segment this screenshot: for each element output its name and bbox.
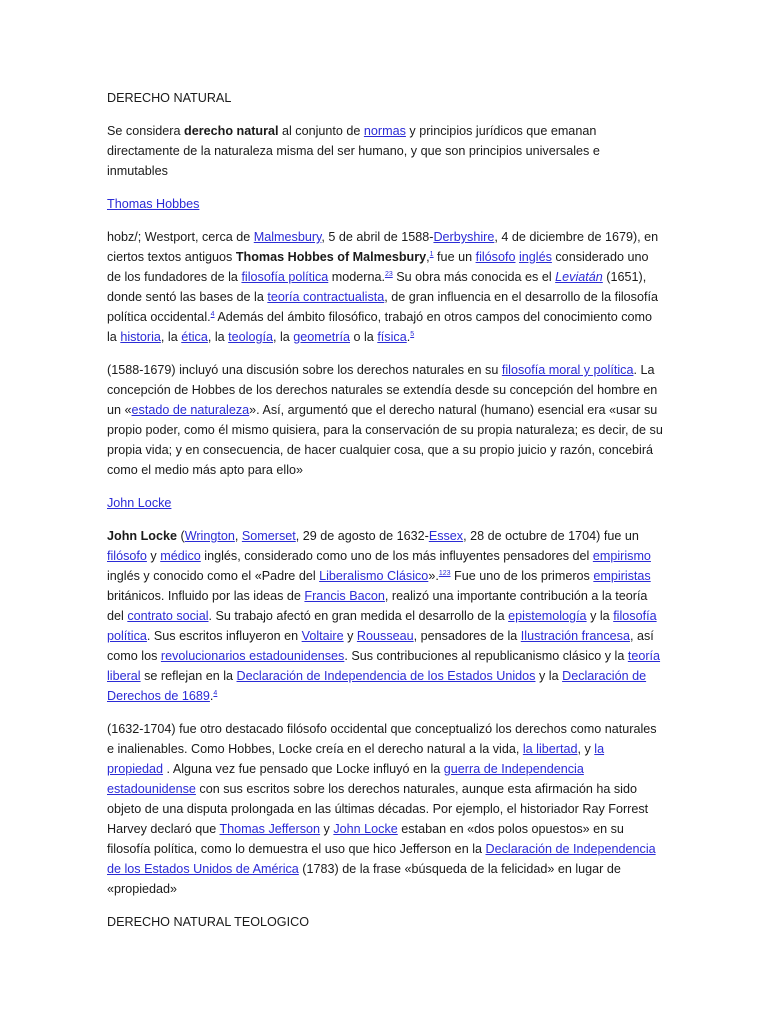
section-heading: DERECHO NATURAL — [107, 91, 232, 105]
link-guerra-de-independencia-estadounidense[interactable]: guerra de Independencia estadounidense — [107, 762, 584, 796]
footnote-ref[interactable] — [439, 570, 451, 577]
footnote-link[interactable]: 1 — [429, 251, 434, 258]
link-teoria-liberal[interactable]: teoría liberal — [107, 649, 661, 683]
section-heading — [107, 493, 663, 513]
text-run: Se considera — [107, 124, 185, 138]
section-heading — [107, 194, 663, 214]
text-run: , la — [272, 330, 294, 344]
text-run: o la — [350, 330, 378, 344]
text-run: , de gran influencia en el desarrollo de la filosofía política occidental. — [107, 290, 658, 324]
link-historia[interactable]: historia — [120, 330, 161, 344]
link-empiristas[interactable]: empiristas — [593, 569, 651, 583]
text-run: ». Así, argumentó que el derecho natural (humano) esencial era «usar su propio poder, como él mismo quisiera, para la conservación de su propia naturaleza; es decir, de su propia vida; y en consecuencia, de hacer cualquier cosa, que a su propio juicio y razón, concebirá como el medio más apto para ello» — [107, 403, 663, 477]
footnote-link[interactable]: 23 — [384, 271, 393, 278]
link-la-libertad[interactable]: la libertad — [522, 742, 578, 756]
link-contrato-social[interactable]: contrato social — [127, 609, 209, 623]
footnote-link[interactable]: 4 — [213, 690, 218, 697]
text-run: Su obra más conocida es el — [392, 270, 556, 284]
link-filosofia-moral-y-politica[interactable]: filosofía moral y política — [501, 363, 634, 377]
text-run: y — [343, 629, 357, 643]
text-run: . Su trabajo afectó en gran medida el desarrollo de la — [208, 609, 509, 623]
text-run: . La concepción de Hobbes de los derechos naturales se extendía desde su concepción del hombre en un « — [107, 363, 658, 417]
text-run: Además del ámbito filosófico, trabajó en otros campos del conocimiento como la — [107, 310, 653, 344]
link-filosofo[interactable]: filósofo — [475, 250, 516, 264]
text-run: , 29 de agosto de 1632- — [295, 529, 429, 543]
text-run: , — [426, 250, 430, 264]
link-estado-de-naturaleza[interactable]: estado de naturaleza — [131, 403, 250, 417]
text-run: ( — [176, 529, 185, 543]
text-run: ». — [428, 569, 439, 583]
text-run: (1588-1679) incluyó una discusión sobre los derechos naturales en su — [107, 363, 502, 377]
text-run: con sus escritos sobre los derechos naturales, aunque esta afirmación ha sido objeto de una disputa prolongada en las últimas décadas. Por ejemplo, el historiador Ray Forrest Harvey declaró que — [107, 782, 649, 836]
text-run: , 4 de diciembre de 1679), en ciertos textos antiguos — [107, 230, 659, 264]
footnote-link[interactable]: 4 — [210, 311, 215, 318]
text-run: . Sus escritos influyeron en — [146, 629, 302, 643]
link-medico[interactable]: médico — [160, 549, 201, 563]
link-declaracion-de-derechos-de-1689[interactable]: Declaración de Derechos de 1689 — [107, 669, 647, 703]
text-run: , — [234, 529, 242, 543]
footnote-link[interactable]: 123 — [438, 570, 451, 577]
link-liberalismo-clasico[interactable]: Liberalismo Clásico — [319, 569, 429, 583]
text-run: al conjunto de — [278, 124, 364, 138]
text-run: , 28 de octubre de 1704) fue un — [463, 529, 639, 543]
text-run: , así como los — [107, 629, 654, 663]
footnote-ref[interactable] — [410, 331, 414, 338]
text-run: (1783) de la frase «búsqueda de la felicidad» en lugar de «propiedad» — [107, 862, 621, 896]
link-normas[interactable]: normas — [363, 124, 406, 138]
link-somerset[interactable]: Somerset — [241, 529, 296, 543]
text-run: y — [320, 822, 334, 836]
text-run: , la — [160, 330, 182, 344]
text-run: . — [406, 330, 411, 344]
link-essex[interactable]: Essex — [428, 529, 464, 543]
footnote-link[interactable]: 5 — [410, 331, 415, 338]
link-empirismo[interactable]: empirismo — [592, 549, 651, 563]
link-filosofo[interactable]: filósofo — [107, 549, 147, 563]
text-run: , 5 de abril de 1588- — [321, 230, 434, 244]
link-wrington[interactable]: Wrington — [184, 529, 235, 543]
link-derbyshire[interactable]: Derbyshire — [433, 230, 495, 244]
link-filosofia-politica[interactable]: filosofía política — [241, 270, 329, 284]
footnote-ref[interactable] — [385, 271, 393, 278]
link-ingles[interactable]: inglés — [518, 250, 552, 264]
link-john-locke[interactable]: John Locke — [333, 822, 398, 836]
link-thomas-jefferson[interactable]: Thomas Jefferson — [219, 822, 321, 836]
link-geometria[interactable]: geometría — [293, 330, 350, 344]
text-run: , y — [577, 742, 595, 756]
text-run: moderna. — [328, 270, 385, 284]
link-filosofia-politica[interactable]: filosofía política — [107, 609, 657, 643]
text-run: , la — [207, 330, 229, 344]
text-run: , pensadores de la — [413, 629, 521, 643]
footnote-ref[interactable] — [213, 690, 217, 697]
link-john-locke[interactable]: John Locke — [107, 496, 172, 510]
text-run: hobz/; Westport, cerca de — [107, 230, 254, 244]
paragraph — [107, 719, 663, 899]
text-run: (1632-1704) fue otro destacado filósofo occidental que conceptualizó los derechos como naturales e inalienables. Como Hobbes, Locke creía en el derecho natural a la vida, — [107, 722, 657, 756]
paragraph — [107, 227, 663, 347]
link-ilustracion-francesa[interactable]: Ilustración francesa — [520, 629, 630, 643]
text-run: fue un — [433, 250, 476, 264]
link-teoria-contractualista[interactable]: teoría contractualista — [267, 290, 385, 304]
text-run: y la — [586, 609, 614, 623]
link-declaracion-de-independencia-de-los-estados-unidos[interactable]: Declaración de Independencia de los Estados Unidos — [236, 669, 536, 683]
paragraph — [107, 121, 663, 181]
text-run: considerado uno de los fundadores de la — [107, 250, 649, 284]
link-revolucionarios-estadounidenses[interactable]: revolucionarios estadounidenses — [160, 649, 345, 663]
text-run: y la — [535, 669, 563, 683]
bold-term: John Locke — [107, 529, 177, 543]
bold-term: Thomas Hobbes of Malmesbury — [235, 250, 427, 264]
text-run: inglés y conocido como el «Padre del — [107, 569, 320, 583]
link-francis-bacon[interactable]: Francis Bacon — [304, 589, 385, 603]
link-rousseau[interactable]: Rousseau — [356, 629, 414, 643]
text-run: (1651), donde sentó las bases de la — [107, 270, 647, 304]
link-fisica[interactable]: física — [377, 330, 407, 344]
link-voltaire[interactable]: Voltaire — [301, 629, 344, 643]
section-heading: DERECHO NATURAL TEOLOGICO — [107, 915, 309, 929]
text-run: estaban en «dos polos opuestos» en su filosofía política, como lo demuestra el uso que hico Jefferson en la — [107, 822, 624, 856]
text-run: y principios jurídicos que emanan directamente de la naturaleza misma del ser humano, y que son principios universales e inmutables — [107, 124, 600, 178]
link-thomas-hobbes[interactable]: Thomas Hobbes — [107, 197, 200, 211]
link-etica[interactable]: ética — [181, 330, 208, 344]
paragraph — [107, 360, 663, 480]
link-malmesbury[interactable]: Malmesbury — [253, 230, 322, 244]
text-run: se reflejan en la — [140, 669, 237, 683]
link-leviatan[interactable]: Leviatán — [555, 270, 603, 284]
document-page — [107, 88, 663, 945]
text-run: . Sus contribuciones al republicanismo clásico y la — [344, 649, 628, 663]
text-run: y — [146, 549, 161, 563]
text-run: inglés, considerado como uno de los más influyentes pensadores del — [200, 549, 593, 563]
link-epistemologia[interactable]: epistemología — [508, 609, 587, 623]
text-run: británicos. Influido por las ideas de — [107, 589, 305, 603]
text-run: . Alguna vez fue pensado que Locke influyó en la — [163, 762, 444, 776]
text-run: , realizó una importante contribución a la teoría del — [107, 589, 648, 623]
link-la-propiedad[interactable]: la propiedad — [107, 742, 605, 776]
link-declaracion-de-independencia-de-los-estados-unidos-de-america[interactable]: Declaración de Independencia de los Estados Unidos de América — [107, 842, 656, 876]
bold-term: derecho natural — [184, 124, 279, 138]
text-run: Fue uno de los primeros — [450, 569, 594, 583]
link-teologia[interactable]: teología — [228, 330, 273, 344]
text-run: . — [209, 689, 214, 703]
paragraph — [107, 526, 663, 706]
